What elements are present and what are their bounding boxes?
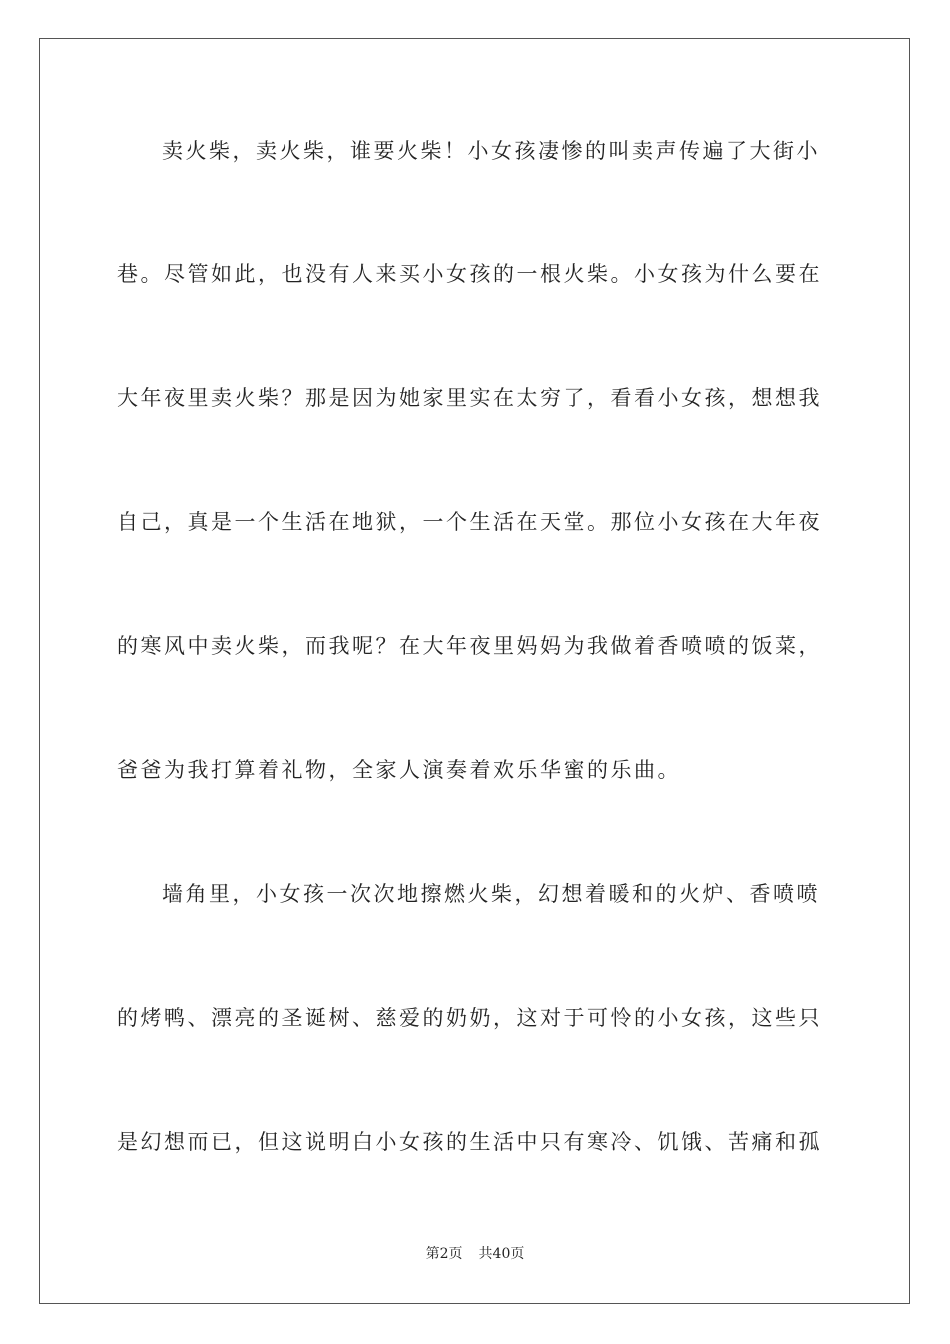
text-line-3: 大年夜里卖火柴？那是因为她家里实在太穷了，看看小女孩，想想我: [117, 386, 822, 410]
page-footer: [0, 1243, 950, 1263]
text-line-5: 的寒风中卖火柴，而我呢？在大年夜里妈妈为我做着香喷喷的饭菜，: [117, 634, 822, 658]
text-line-8: 的烤鸭、漂亮的圣诞树、慈爱的奶奶，这对于可怜的小女孩，这些只: [117, 1006, 822, 1030]
text-line-6: 爸爸为我打算着礼物，全家人演奏着欢乐华蜜的乐曲。: [117, 758, 681, 782]
page-border: [39, 38, 910, 1304]
text-line-4: 自己，真是一个生活在地狱，一个生活在天堂。那位小女孩在大年夜: [117, 510, 822, 534]
text-line-2: 巷。尽管如此，也没有人来买小女孩的一根火柴。小女孩为什么要在: [117, 262, 822, 286]
text-line-1: 卖火柴，卖火柴，谁要火柴！小女孩凄惨的叫卖声传遍了大街小: [162, 139, 820, 163]
text-line-7: 墙角里，小女孩一次次地擦燃火柴，幻想着暖和的火炉、香喷喷: [162, 882, 820, 906]
page-total: 共40页: [478, 1246, 525, 1262]
page-number: 第2页: [425, 1246, 463, 1262]
text-line-9: 是幻想而已，但这说明白小女孩的生活中只有寒冷、饥饿、苦痛和孤: [117, 1130, 822, 1154]
